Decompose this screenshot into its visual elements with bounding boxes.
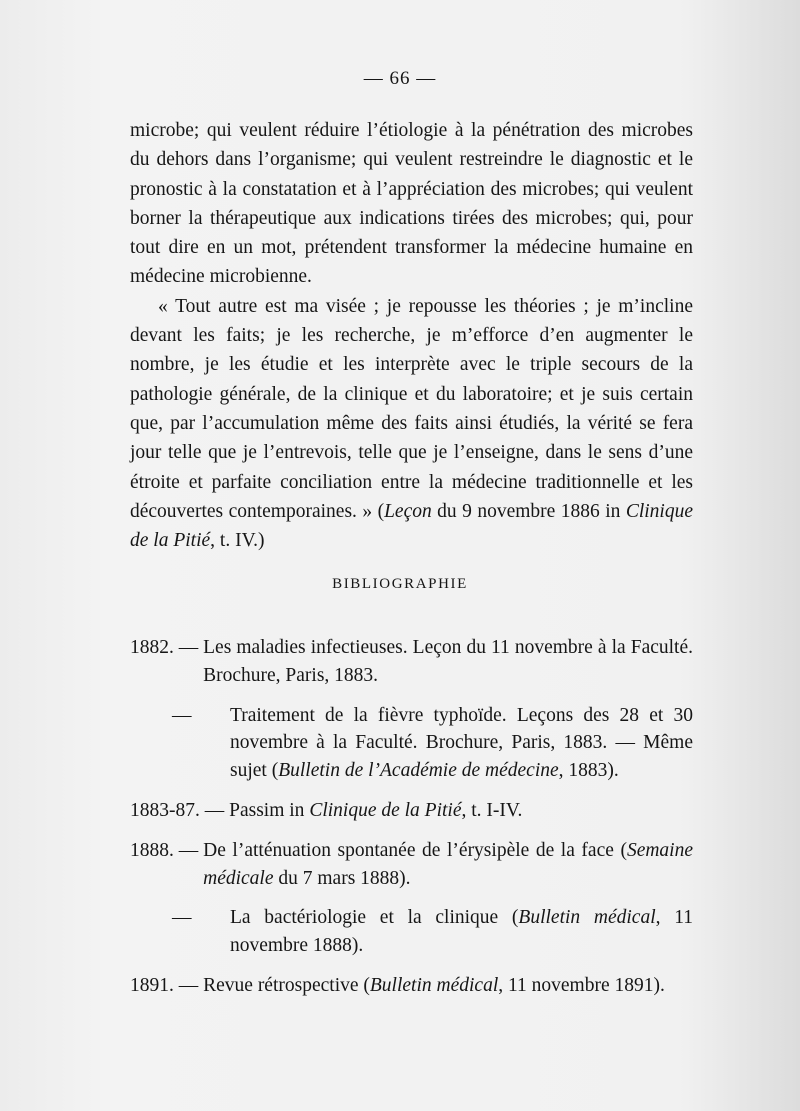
body-text — [130, 116, 693, 555]
entry-text — [230, 904, 693, 960]
citation-close: , t. IV.) — [210, 530, 265, 552]
entry-year: 1888. — — [130, 839, 204, 861]
citation-open: ( — [372, 500, 385, 522]
entry-text-a: Traitement de la fièvre typhoïde. Leçons des 28 et 30 novembre à la Faculté. Brochure, Paris, 1883. — Même sujet ( — [230, 704, 693, 782]
bibliography-entry-1888 — [130, 837, 693, 893]
entry-year: 1882. — — [130, 637, 204, 658]
entry-text — [203, 837, 693, 893]
bibliography-heading: BIBLIOGRAPHIE — [332, 576, 468, 592]
bibliography-entry-1891 — [130, 972, 693, 1000]
entry-text-a: Revue rétrospective ( — [203, 974, 370, 996]
bibliography-list — [130, 634, 693, 1012]
bibliography-entry-1883 — [130, 797, 693, 825]
entry-text-a: De l’atténuation spontanée de l’érysipèle de la face ( — [203, 839, 627, 861]
paragraph-2-text: « Tout autre est ma visée ; je repousse les théories ; je m’incline devant les faits; je les recherche, je m’efforce d’en augmenter le nombre, je les étudie et les interprète avec le triple secours de la pathologie générale, de la clinique et du laboratoire; et je suis certain que, par l’accumulation même des faits ainsi étudiés, la vérité se fera jour telle que je l’entrevois, telle que je l’enseigne, dans le sens d’une étroite et parfaite conciliation entre la médecine traditionnelle et les découvertes contemporaines. » — [130, 295, 693, 522]
entry-text-b: , t. I-IV. — [461, 799, 523, 821]
entry-text — [230, 702, 693, 785]
entry-dash: — — [172, 907, 192, 929]
entry-text — [229, 797, 693, 825]
entry-text-b: , 11 novembre 1888). — [230, 907, 693, 957]
citation-mid: du 9 novembre 1886 in — [431, 500, 626, 522]
citation-lecon: Leçon — [384, 500, 432, 522]
entry-journal: Clinique de la Pitié — [309, 799, 462, 821]
entry-text: Les maladies infectieuses. Leçon du 11 novembre à la Faculté. Brochure, Paris, 1883. — [203, 637, 693, 686]
entry-journal: Bulletin de l’Académie de médecine — [278, 760, 559, 782]
entry-journal: Semaine médicale — [203, 839, 693, 889]
entry-journal: Bulletin médical — [369, 974, 499, 996]
entry-text-a: La bactériologie et la clinique ( — [230, 907, 519, 929]
bibliography-entry-1882-2 — [172, 702, 693, 785]
entry-text-a: Passim in — [229, 799, 310, 821]
bibliography-entry-1888-2 — [172, 904, 693, 960]
entry-text — [203, 972, 693, 1000]
entry-year: 1883-87. — — [130, 799, 230, 821]
entry-journal: Bulletin médical — [518, 907, 656, 929]
paragraph-2 — [130, 292, 693, 556]
bibliography-entry-1882 — [130, 634, 693, 690]
entry-dash: — — [172, 704, 192, 726]
page-number: — 66 — — [363, 68, 437, 89]
paragraph-1: microbe; qui veulent réduire l’étiologie à la pénétration des microbes du dehors dans l’organisme; qui veulent restreindre le diagnostic et le pronostic à la constatation et à l’appréciation des microbes; qui veulent borner la thérapeutique aux indications tirées des microbes; qui, pour tout dire en un mot, prétendent transformer la médecine humaine en médecine microbienne. — [130, 120, 693, 288]
entry-text-b: du 7 mars 1888). — [273, 867, 411, 889]
citation-journal: Clinique de la Pitié — [130, 500, 693, 552]
entry-year: 1891. — — [130, 974, 204, 996]
entry-text-b: , 1883). — [558, 760, 619, 782]
entry-text-b: , 11 novembre 1891). — [498, 974, 665, 996]
